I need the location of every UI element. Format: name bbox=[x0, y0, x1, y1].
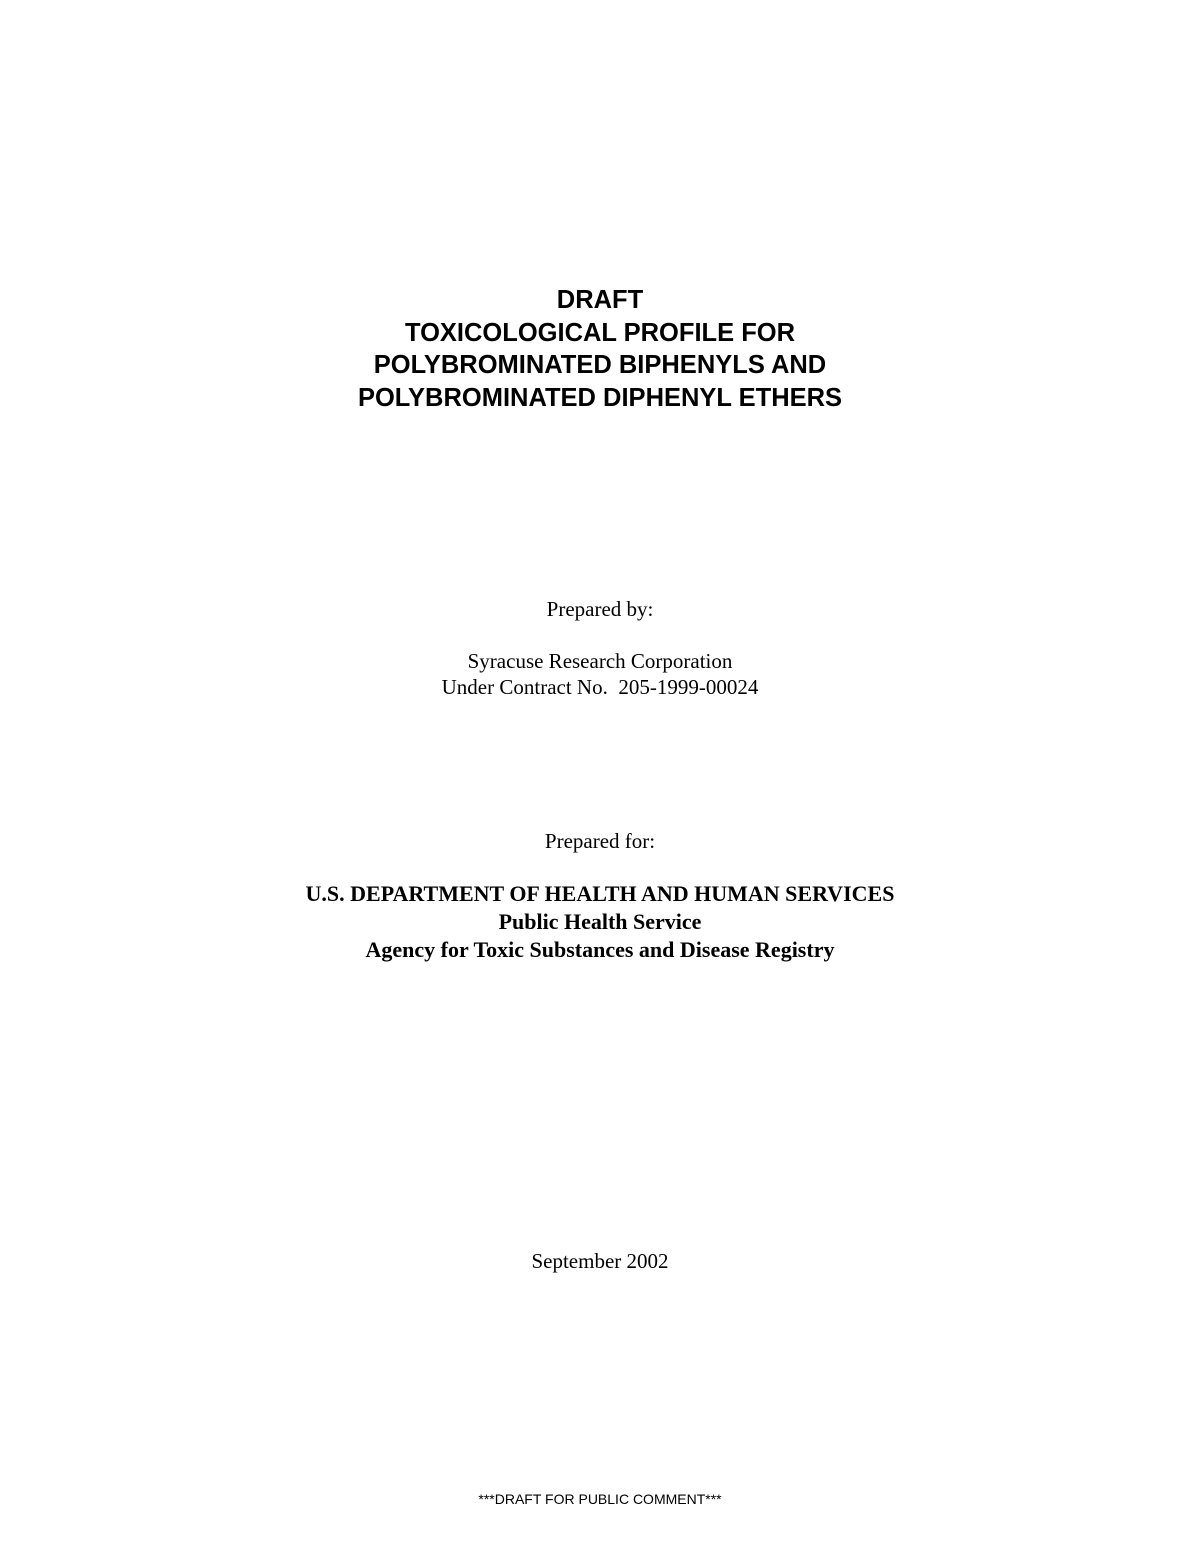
publication-date: September 2002 bbox=[531, 1249, 669, 1273]
department-name: U.S. DEPARTMENT OF HEALTH AND HUMAN SERVICES bbox=[305, 881, 895, 906]
document-title bbox=[0, 284, 1200, 414]
contractor-block bbox=[0, 648, 1200, 700]
draft-footer: ***DRAFT FOR PUBLIC COMMENT*** bbox=[478, 1491, 722, 1507]
agency-block bbox=[0, 880, 1200, 964]
contractor-organization: Syracuse Research Corporation bbox=[467, 649, 733, 673]
title-line-biphenyls: POLYBROMINATED BIPHENYLS AND bbox=[373, 351, 827, 379]
title-line-ethers: POLYBROMINATED DIPHENYL ETHERS bbox=[357, 383, 843, 412]
service-name: Public Health Service bbox=[498, 909, 702, 934]
agency-name: Agency for Toxic Substances and Disease Registry bbox=[365, 937, 835, 962]
title-line-draft: DRAFT bbox=[556, 286, 644, 314]
title-line-profile: TOXICOLOGICAL PROFILE FOR bbox=[404, 318, 796, 347]
prepared-for-label: Prepared for: bbox=[544, 829, 656, 853]
prepared-by-label: Prepared by: bbox=[546, 597, 654, 621]
contract-number: Under Contract No. 205-1999-00024 bbox=[441, 675, 759, 699]
